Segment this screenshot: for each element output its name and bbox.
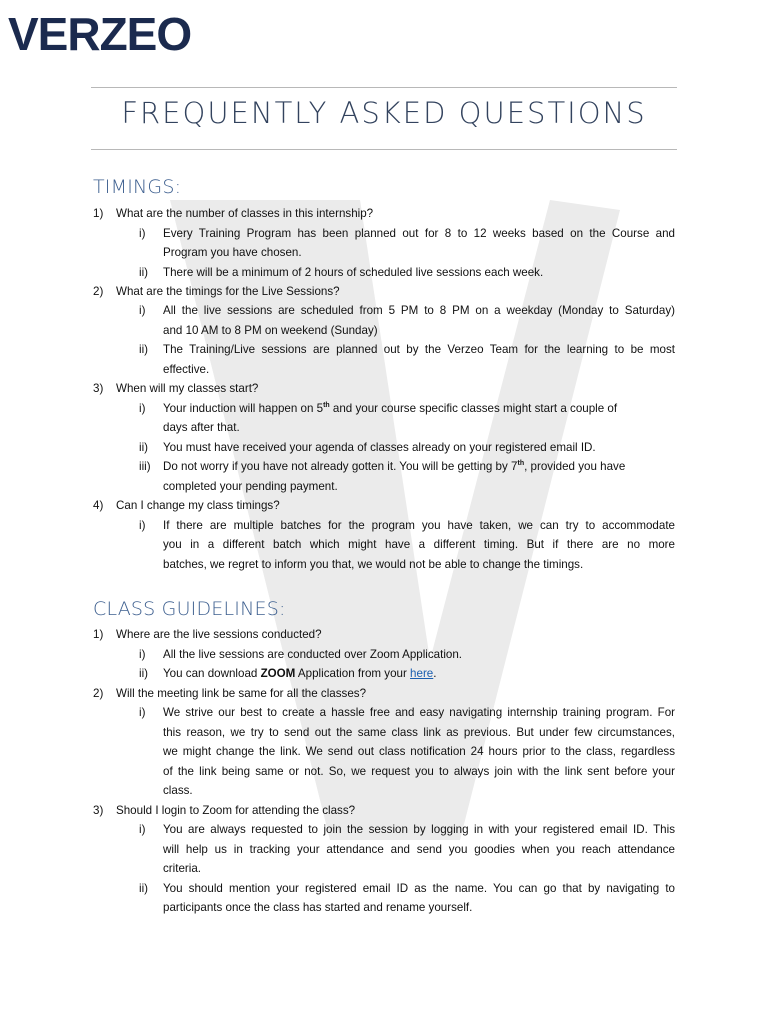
answer-text: this reason, we try to send out the same class link as previous. But under few circumstances, bbox=[163, 726, 675, 739]
question-number: 1) bbox=[93, 207, 104, 220]
answer-number: ii) bbox=[139, 441, 149, 454]
page-title: FREQUENTLY ASKED QUESTIONS bbox=[121, 96, 647, 130]
answer-number: iii) bbox=[139, 460, 151, 473]
answer-text: will help us in tracking your attendance and send you goodies when you reach attendance bbox=[163, 843, 675, 856]
answer-number: ii) bbox=[139, 667, 149, 680]
answer-number: i) bbox=[139, 648, 146, 661]
answer-number: i) bbox=[139, 706, 146, 719]
answer-text: Every Training Program has been planned out for 8 to 12 weeks based on the Course and bbox=[163, 227, 675, 240]
question-number: 4) bbox=[93, 499, 104, 512]
section-heading-class-guidelines: CLASS GUIDELINES: bbox=[93, 598, 286, 620]
answer-text: days after that. bbox=[163, 421, 240, 434]
answer-text: There will be a minimum of 2 hours of scheduled live sessions each week. bbox=[163, 266, 544, 279]
answer-text: we might change the link. We send out class notification 24 hours prior to the class, regardless bbox=[163, 745, 675, 758]
question-number: 1) bbox=[93, 628, 104, 641]
answer-text: All the live sessions are scheduled from 5 PM to 8 PM on a weekday (Monday to Saturday) bbox=[163, 304, 675, 317]
answer-text: All the live sessions are conducted over Zoom Application. bbox=[163, 648, 463, 661]
answer-text: batches, we regret to inform you that, we would not be able to change the timings. bbox=[163, 558, 584, 571]
question-text: What are the number of classes in this internship? bbox=[116, 207, 374, 220]
question-number: 2) bbox=[93, 687, 104, 700]
answer-number: ii) bbox=[139, 343, 149, 356]
answer-text: You are always requested to join the session by logging in with your registered email ID. This bbox=[163, 823, 675, 836]
answer-number: i) bbox=[139, 227, 146, 240]
answer-number: i) bbox=[139, 519, 146, 532]
title-top-rule bbox=[91, 87, 677, 88]
answer-number: i) bbox=[139, 823, 146, 836]
answer-text: You should mention your registered email ID as the name. You can go that by navigating to bbox=[163, 882, 675, 895]
answer-text: of the link being same or not. So, we request you to always join with the link sent before your bbox=[163, 765, 675, 778]
answer-text: you in a different batch which might have a different timing. But if there are no more bbox=[163, 538, 675, 551]
answer-text: You can download ZOOM Application from your here. bbox=[163, 667, 437, 680]
answer-text: effective. bbox=[163, 363, 210, 376]
answer-text: criteria. bbox=[163, 862, 202, 875]
answer-text: participants once the class has started and rename yourself. bbox=[163, 901, 473, 914]
verzeo-logo bbox=[8, 8, 192, 60]
answer-text: Your induction will happen on 5th and your course specific classes might start a couple of bbox=[163, 402, 618, 415]
question-text: What are the timings for the Live Sessions? bbox=[116, 285, 340, 298]
answer-text: completed your pending payment. bbox=[163, 480, 338, 493]
answer-number: i) bbox=[139, 304, 146, 317]
answer-text: Program you have chosen. bbox=[163, 246, 302, 259]
answer-text: class. bbox=[163, 784, 193, 797]
answer-text: and 10 AM to 8 PM on weekend (Sunday) bbox=[163, 324, 378, 337]
svg-text:VERZEO: VERZEO bbox=[8, 8, 192, 60]
answer-text: You must have received your agenda of classes already on your registered email ID. bbox=[163, 441, 596, 454]
question-text: Will the meeting link be same for all the classes? bbox=[116, 687, 367, 700]
question-text: Can I change my class timings? bbox=[116, 499, 280, 512]
answer-text: If there are multiple batches for the program you have taken, we can try to accommodate bbox=[163, 519, 675, 532]
question-text: Where are the live sessions conducted? bbox=[116, 628, 322, 641]
question-text: Should I login to Zoom for attending the class? bbox=[116, 804, 356, 817]
zoom-download-link[interactable]: here bbox=[410, 667, 434, 680]
title-bottom-rule bbox=[91, 149, 677, 150]
question-text: When will my classes start? bbox=[116, 382, 259, 395]
section-heading-timings: TIMINGS: bbox=[93, 176, 182, 198]
question-number: 3) bbox=[93, 382, 104, 395]
question-number: 2) bbox=[93, 285, 104, 298]
answer-text: We strive our best to create a hassle free and easy navigating internship training program. For bbox=[163, 706, 675, 719]
question-number: 3) bbox=[93, 804, 104, 817]
answer-text: The Training/Live sessions are planned out by the Verzeo Team for the learning to be most bbox=[163, 343, 675, 356]
answer-number: ii) bbox=[139, 266, 149, 279]
answer-number: i) bbox=[139, 402, 146, 415]
answer-number: ii) bbox=[139, 882, 149, 895]
answer-text: Do not worry if you have not already gotten it. You will be getting by 7th, provided you have bbox=[163, 460, 626, 473]
